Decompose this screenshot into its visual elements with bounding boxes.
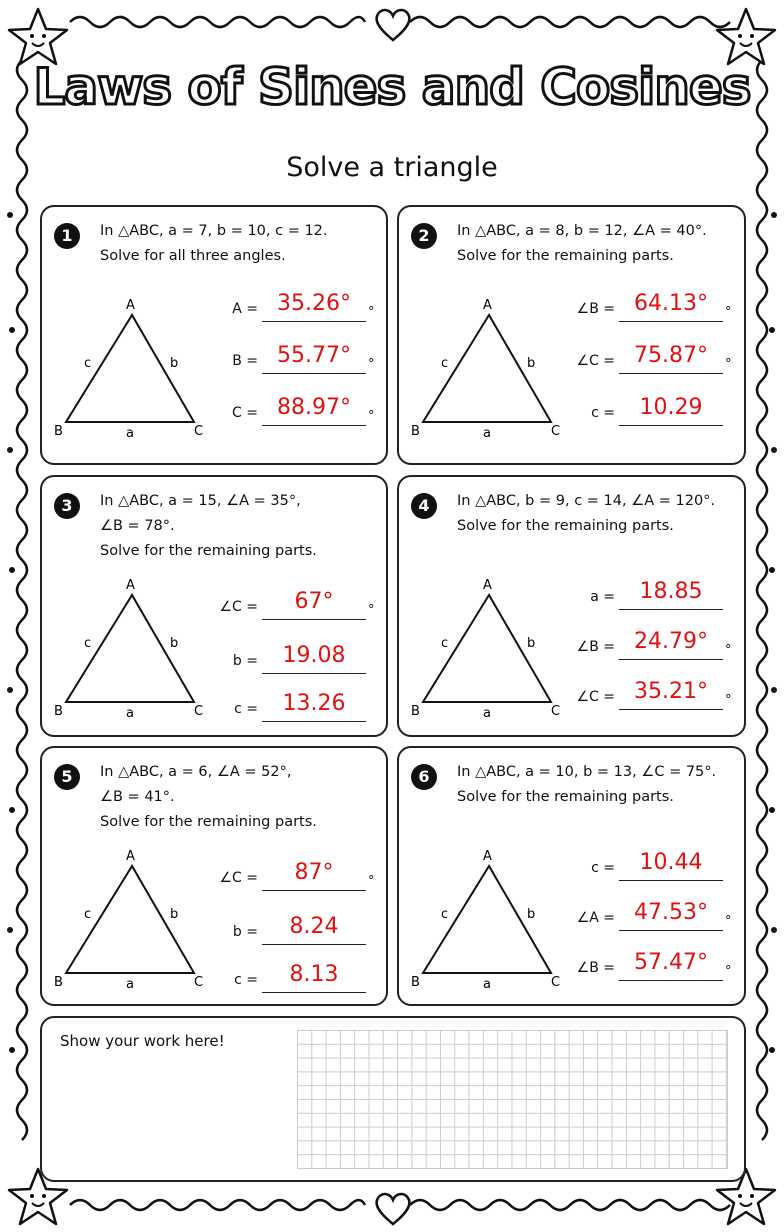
side-label-c: c [441,907,449,922]
answer-blank-line [262,890,366,891]
heart-icon [372,1190,414,1228]
answer-label: C = [232,405,258,421]
problem-number: 4 [411,493,437,519]
answer-label: ∠C = [219,870,258,886]
vertex-label-b: B [54,975,63,988]
answer-blank-line [619,930,723,931]
side-label-c: c [84,636,92,651]
vertex-label-c: C [194,424,204,437]
work-area-label: Show your work here! [60,1032,225,1050]
problem-number: 6 [411,764,437,790]
side-label-a: a [483,706,491,717]
degree-mark: ° [368,874,375,889]
answer-blank-line [619,709,723,710]
side-label-b: b [170,907,179,922]
answer-blank-line [262,944,366,945]
answer-value[interactable]: 35.21° [634,679,708,704]
answer-label: c = [234,701,258,717]
problem-card [397,746,746,1006]
answer-blank-line [262,321,366,322]
answer-value[interactable]: 57.47° [634,950,708,975]
work-area[interactable] [40,1016,746,1182]
degree-mark: ° [725,643,732,658]
vertex-label-a: A [483,849,492,864]
side-label-b: b [527,356,536,371]
problem-card [397,475,746,737]
answer-label: b = [232,653,258,669]
answer-blank-line [619,425,723,426]
problem-number: 3 [54,493,80,519]
answer-value[interactable]: 18.85 [639,579,703,604]
answer-label: ∠B = [576,301,615,317]
answer-label: A = [232,301,258,317]
answer-blank-line [619,321,723,322]
answer-blank-line [262,673,366,674]
problem-prompt: In △ABC, a = 10, b = 13, ∠C = 75°. Solve for the remaining parts. [457,764,717,805]
side-label-a: a [483,426,491,437]
problem-prompt: In △ABC, a = 15, ∠A = 35°, ∠B = 78°. Solve for the remaining parts. [100,493,317,559]
side-label-a: a [126,706,134,717]
answer-label: ∠C = [219,599,258,615]
answer-label: b = [232,924,258,940]
side-label-b: b [170,636,179,651]
vertex-label-b: B [54,424,63,437]
triangle-diagram [411,297,571,437]
answer-label: B = [232,353,258,369]
side-label-c: c [84,356,92,371]
side-label-c: c [441,636,449,651]
vertex-label-c: C [551,704,561,717]
problem-card [40,205,388,465]
vertex-label-c: C [194,704,204,717]
graph-grid[interactable] [297,1030,728,1169]
answer-blank-line [619,373,723,374]
answer-blank-line [619,880,723,881]
answer-blank-line [619,659,723,660]
answer-value[interactable]: 47.53° [634,900,708,925]
problem-number: 2 [411,223,437,249]
problem-prompt: In △ABC, a = 7, b = 10, c = 12. Solve for all three angles. [100,223,328,264]
vertex-label-c: C [194,975,204,988]
answer-value[interactable]: 87° [294,860,334,885]
answer-blank-line [262,619,366,620]
degree-mark: ° [725,357,732,372]
vertex-label-b: B [411,975,420,988]
problem-number: 1 [54,223,80,249]
vertex-label-a: A [126,578,135,593]
answer-label: ∠B = [576,639,615,655]
vertex-label-a: A [483,578,492,593]
degree-mark: ° [725,914,732,929]
degree-mark: ° [368,409,375,424]
answer-label: c = [591,860,615,876]
answer-value[interactable]: 19.08 [282,643,346,668]
vertex-label-b: B [411,704,420,717]
vertex-label-b: B [54,704,63,717]
page-subtitle: Solve a triangle [286,152,498,183]
problem-prompt: In △ABC, a = 8, b = 12, ∠A = 40°. Solve for the remaining parts. [457,223,707,264]
side-label-b: b [527,636,536,651]
answer-blank-line [619,980,723,981]
answer-label: a = [590,589,615,605]
side-label-b: b [170,356,179,371]
heart-icon [372,6,414,44]
problem-card [40,475,388,737]
vertex-label-a: A [126,849,135,864]
vertex-label-a: A [483,298,492,313]
triangle-diagram [54,577,214,717]
side-label-a: a [126,426,134,437]
answer-value[interactable]: 10.44 [639,850,703,875]
problem-prompt: In △ABC, a = 6, ∠A = 52°, ∠B = 41°. Solve for the remaining parts. [100,764,317,830]
vertex-label-c: C [551,975,561,988]
answer-label: ∠C = [576,353,615,369]
problem-card [397,205,746,465]
side-label-a: a [483,977,491,988]
vertex-label-c: C [551,424,561,437]
answer-value[interactable]: 8.24 [289,914,339,939]
degree-mark: ° [725,305,732,320]
answer-blank-line [619,609,723,610]
vertex-label-b: B [411,424,420,437]
problem-card [40,746,388,1006]
degree-mark: ° [368,357,375,372]
triangle-diagram [54,297,214,437]
answer-value[interactable]: 35.26° [277,291,351,316]
answer-value[interactable]: 24.79° [634,629,708,654]
degree-mark: ° [725,693,732,708]
side-label-b: b [527,907,536,922]
degree-mark: ° [368,603,375,618]
answer-value[interactable]: 8.13 [289,962,339,987]
answer-blank-line [262,373,366,374]
answer-value[interactable]: 13.26 [282,691,346,716]
answer-value[interactable]: 67° [294,589,334,614]
problem-prompt: In △ABC, b = 9, c = 14, ∠A = 120°. Solve for the remaining parts. [457,493,716,534]
answer-value[interactable]: 55.77° [277,343,351,368]
answer-label: c = [591,405,615,421]
triangle-diagram [54,848,214,988]
answer-blank-line [262,425,366,426]
answer-label: c = [234,972,258,988]
triangle-diagram [411,848,571,988]
problem-number: 5 [54,764,80,790]
vertex-label-a: A [126,298,135,313]
degree-mark: ° [368,305,375,320]
answer-label: ∠A = [576,910,615,926]
triangle-diagram [411,577,571,717]
side-label-c: c [84,907,92,922]
answer-label: ∠B = [576,960,615,976]
answer-label: ∠C = [576,689,615,705]
side-label-c: c [441,356,449,371]
answer-value[interactable]: 10.29 [639,395,703,420]
answer-blank-line [262,721,366,722]
answer-blank-line [262,992,366,993]
side-label-a: a [126,977,134,988]
answer-value[interactable]: 88.97° [277,395,351,420]
page-title: Laws of Sines and Cosines [33,58,751,116]
degree-mark: ° [725,964,732,979]
answer-value[interactable]: 75.87° [634,343,708,368]
answer-value[interactable]: 64.13° [634,291,708,316]
